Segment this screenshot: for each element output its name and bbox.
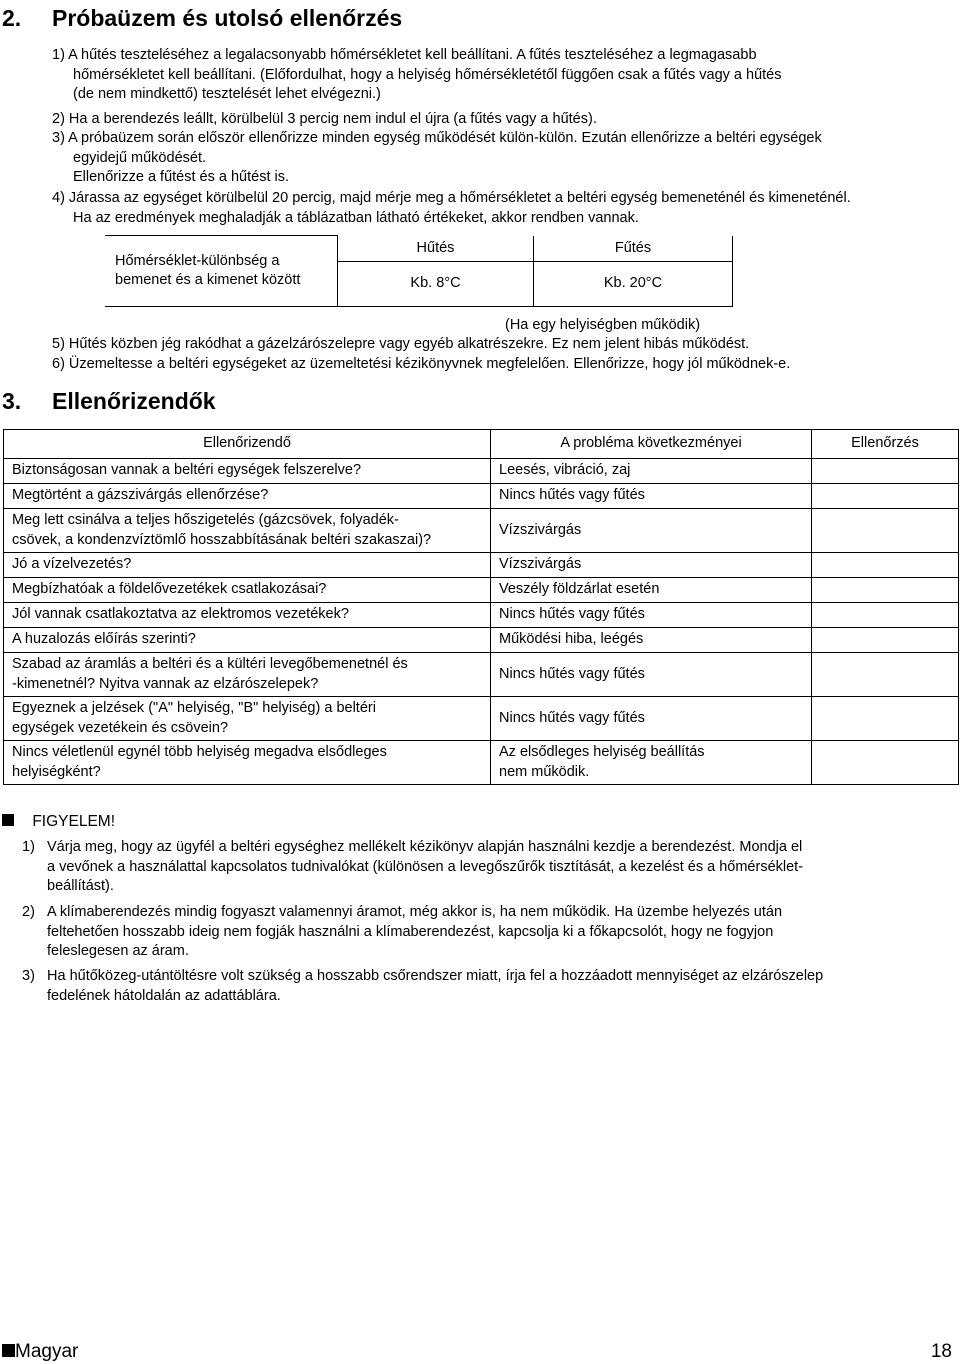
column-header-cooling: Hűtés bbox=[338, 236, 534, 262]
square-bullet-icon bbox=[2, 814, 14, 826]
cell-line: Veszély földzárlat esetén bbox=[499, 581, 660, 598]
table-row bbox=[4, 628, 959, 653]
instruction-item-6: 6) Üzemeltesse a beltéri egységeket az üzemeltetési kézikönyvnek megfelelően. Ellenőrizze, hogy jól működnek-e. bbox=[52, 356, 791, 372]
cell-line: Meg lett csinálva a teljes hőszigetelés (gázcsövek, folyadék- bbox=[12, 512, 399, 528]
column-header-check: Ellenőrzés bbox=[812, 430, 959, 459]
cell-line: Megbízhatóak a földelővezetékek csatlakozásai? bbox=[12, 581, 327, 598]
check-item-cell bbox=[4, 628, 491, 653]
text-line: (de nem mindkettő) tesztelését lehet elvégezni.) bbox=[73, 86, 381, 102]
cell-line: Nincs hűtés vagy fűtés bbox=[499, 606, 645, 623]
check-cell[interactable] bbox=[812, 459, 959, 484]
table-row bbox=[4, 459, 959, 484]
checklist-table bbox=[3, 429, 959, 785]
table-row bbox=[4, 484, 959, 509]
check-item-cell bbox=[4, 553, 491, 578]
column-header-check-item: Ellenőrizendő bbox=[4, 430, 491, 459]
cell-line: csövek, a kondenzvíztömlő hosszabbításának beltéri szakaszai)? bbox=[12, 531, 432, 548]
cell-line: Nincs hűtés vagy fűtés bbox=[499, 709, 645, 726]
temp-row-label-cell bbox=[105, 236, 338, 307]
check-cell[interactable] bbox=[812, 697, 959, 741]
cell-line: Nincs hűtés vagy fűtés bbox=[499, 487, 645, 504]
consequence-cell bbox=[491, 553, 812, 578]
text-line: feleslegesen az áram. bbox=[47, 943, 189, 959]
text-line: Várja meg, hogy az ügyfél a beltéri egységhez mellékelt kézikönyv alapján használni kezdje a berendezést. Mondja el bbox=[47, 839, 803, 855]
cell-line: Jól vannak csatlakoztatva az elektromos vezetékek? bbox=[12, 606, 349, 623]
language-label: Magyar bbox=[15, 1341, 79, 1362]
text-line: beállítást). bbox=[47, 878, 114, 894]
check-item-cell bbox=[4, 509, 491, 553]
instruction-item-3 bbox=[52, 129, 932, 188]
section-number: 2. bbox=[2, 5, 22, 31]
consequence-cell bbox=[491, 484, 812, 509]
consequence-cell bbox=[491, 578, 812, 603]
warning-title: FIGYELEM! bbox=[32, 813, 115, 830]
section-3-heading bbox=[2, 387, 216, 415]
column-header-consequence: A probléma következményei bbox=[491, 430, 812, 459]
table-row bbox=[4, 509, 959, 553]
cell-line: Az elsődleges helyiség beállítás bbox=[499, 744, 705, 760]
cell-line: Megtörtént a gázszivárgás ellenőrzése? bbox=[12, 487, 269, 504]
cell-line: Működési hiba, leégés bbox=[499, 631, 644, 648]
section-number: 3. bbox=[2, 388, 22, 414]
cell-line: egységek vezetékein és csövein? bbox=[12, 719, 229, 736]
warning-heading bbox=[2, 812, 115, 832]
check-cell[interactable] bbox=[812, 553, 959, 578]
cell-line: Vízszivárgás bbox=[499, 521, 582, 538]
warning-item-1 bbox=[22, 838, 952, 897]
temperature-difference-table bbox=[105, 235, 733, 307]
cell-line: Jó a vízelvezetés? bbox=[12, 556, 132, 573]
text-line: Ha hűtőközeg-utántöltésre volt szükség a hosszabb csőrendszer miatt, írja fel a hozzáadott mennyiséget az elzárószelep bbox=[47, 968, 824, 984]
check-item-cell bbox=[4, 653, 491, 697]
cell-line: helyiségként? bbox=[12, 763, 101, 780]
section-2-heading bbox=[2, 4, 402, 32]
table-row bbox=[4, 603, 959, 628]
text-line: 4) Járassa az egységet körülbelül 20 percig, majd mérje meg a hőmérsékletet a beltéri egység bemeneténél és kimeneténél. bbox=[52, 190, 851, 206]
check-cell[interactable] bbox=[812, 578, 959, 603]
text-line: hőmérsékletet kell beállítani. (Előfordulhat, hogy a helyiség hőmérsékletétől függően csak a fűtés vagy a hűtés bbox=[73, 66, 782, 83]
square-bullet-icon bbox=[2, 1344, 15, 1357]
cell-line: -kimenetnél? Nyitva vannak az elzárószelepek? bbox=[12, 675, 319, 692]
row-label-line: bemenet és a kimenet között bbox=[115, 272, 301, 288]
warning-item-number: 3) bbox=[22, 968, 35, 984]
consequence-cell bbox=[491, 628, 812, 653]
check-cell[interactable] bbox=[812, 484, 959, 509]
instruction-item-2 bbox=[52, 110, 932, 130]
footer-language bbox=[2, 1340, 78, 1364]
cell-line: Nincs véletlenül egynél több helyiség megadva elsődleges bbox=[12, 744, 387, 760]
warning-item-number: 2) bbox=[22, 904, 35, 920]
value-cooling: Kb. 8°C bbox=[338, 262, 534, 307]
consequence-cell bbox=[491, 459, 812, 484]
text-line: 1) A hűtés teszteléséhez a legalacsonyabb hőmérsékletet kell beállítani. A fűtés teszteléséhez a legmagasabb bbox=[52, 47, 757, 63]
text-line: Ha az eredmények meghaladják a táblázatban látható értékeket, akkor rendben vannak. bbox=[73, 209, 639, 226]
text-line: 3) A próbaüzem során először ellenőrizze minden egység működését külön-külön. Ezután ellenőrizze a beltéri egységek bbox=[52, 130, 822, 146]
warning-item-number: 1) bbox=[22, 839, 35, 855]
check-cell[interactable] bbox=[812, 628, 959, 653]
row-label-line: Hőmérséklet-különbség a bbox=[115, 252, 280, 269]
consequence-cell bbox=[491, 697, 812, 741]
section-title: Próbaüzem és utolsó ellenőrzés bbox=[52, 5, 403, 31]
check-item-cell bbox=[4, 578, 491, 603]
cell-line: Egyeznek a jelzések ("A" helyiség, "B" helyiség) a beltéri bbox=[12, 700, 376, 716]
check-cell[interactable] bbox=[812, 603, 959, 628]
table-row bbox=[4, 653, 959, 697]
table-row bbox=[4, 741, 959, 785]
table-row bbox=[4, 697, 959, 741]
cell-line: Biztonságosan vannak a beltéri egységek felszerelve? bbox=[12, 462, 362, 479]
instruction-item-1 bbox=[52, 46, 932, 105]
instruction-item-5: 5) Hűtés közben jég rakódhat a gázelzárószelepre vagy egyéb alkatrészekre. Ez nem jelent hibás működést. bbox=[52, 336, 750, 352]
section-title: Ellenőrizendők bbox=[52, 388, 216, 414]
column-header-heating: Fűtés bbox=[534, 236, 733, 262]
text-line: 2) Ha a berendezés leállt, körülbelül 3 percig nem indul el újra (a fűtés vagy a hűtés). bbox=[52, 111, 597, 127]
table-row bbox=[4, 578, 959, 603]
page-number: 18 bbox=[930, 1341, 952, 1362]
consequence-cell bbox=[491, 603, 812, 628]
text-line: Ellenőrizze a fűtést és a hűtést is. bbox=[73, 169, 289, 185]
cell-line: Leesés, vibráció, zaj bbox=[499, 462, 631, 479]
consequence-cell bbox=[491, 509, 812, 553]
table-row bbox=[4, 553, 959, 578]
check-cell[interactable] bbox=[812, 653, 959, 697]
cell-line: Nincs hűtés vagy fűtés bbox=[499, 665, 645, 682]
consequence-cell bbox=[491, 653, 812, 697]
warning-item-2 bbox=[22, 903, 952, 962]
warning-item-3 bbox=[22, 967, 952, 1006]
check-item-cell bbox=[4, 697, 491, 741]
cell-line: A huzalozás előírás szerinti? bbox=[12, 631, 196, 648]
check-item-cell bbox=[4, 459, 491, 484]
check-item-cell bbox=[4, 484, 491, 509]
value-heating: Kb. 20°C bbox=[534, 262, 733, 307]
consequence-cell bbox=[491, 741, 812, 785]
check-cell[interactable] bbox=[812, 509, 959, 553]
text-line: fedelének hátoldalán az adattáblára. bbox=[47, 987, 281, 1004]
text-line: feltehetően hosszabb ideig nem fogják használni a klímaberendezést, kapcsolja ki a főkapcsolót, hogy ne fogyjon bbox=[47, 923, 774, 940]
check-item-cell bbox=[4, 603, 491, 628]
text-line: a vevőnek a használattal kapcsolatos tudnivalókat (különösen a levegőszűrők tisztítását, a kezelést és a hőmérséklet- bbox=[47, 858, 804, 875]
cell-line: Vízszivárgás bbox=[499, 556, 582, 573]
text-line: A klímaberendezés mindig fogyaszt valamennyi áramot, még akkor is, ha nem működik. Ha üzembe helyezés után bbox=[47, 904, 783, 920]
text-line: egyidejű működését. bbox=[73, 149, 206, 166]
check-item-cell bbox=[4, 741, 491, 785]
cell-line: Szabad az áramlás a beltéri és a kültéri levegőbemenetnél és bbox=[12, 656, 408, 672]
check-cell[interactable] bbox=[812, 741, 959, 785]
instruction-item-4 bbox=[52, 189, 932, 228]
cell-line: nem működik. bbox=[499, 763, 590, 780]
table-note: (Ha egy helyiségben működik) bbox=[505, 317, 701, 333]
